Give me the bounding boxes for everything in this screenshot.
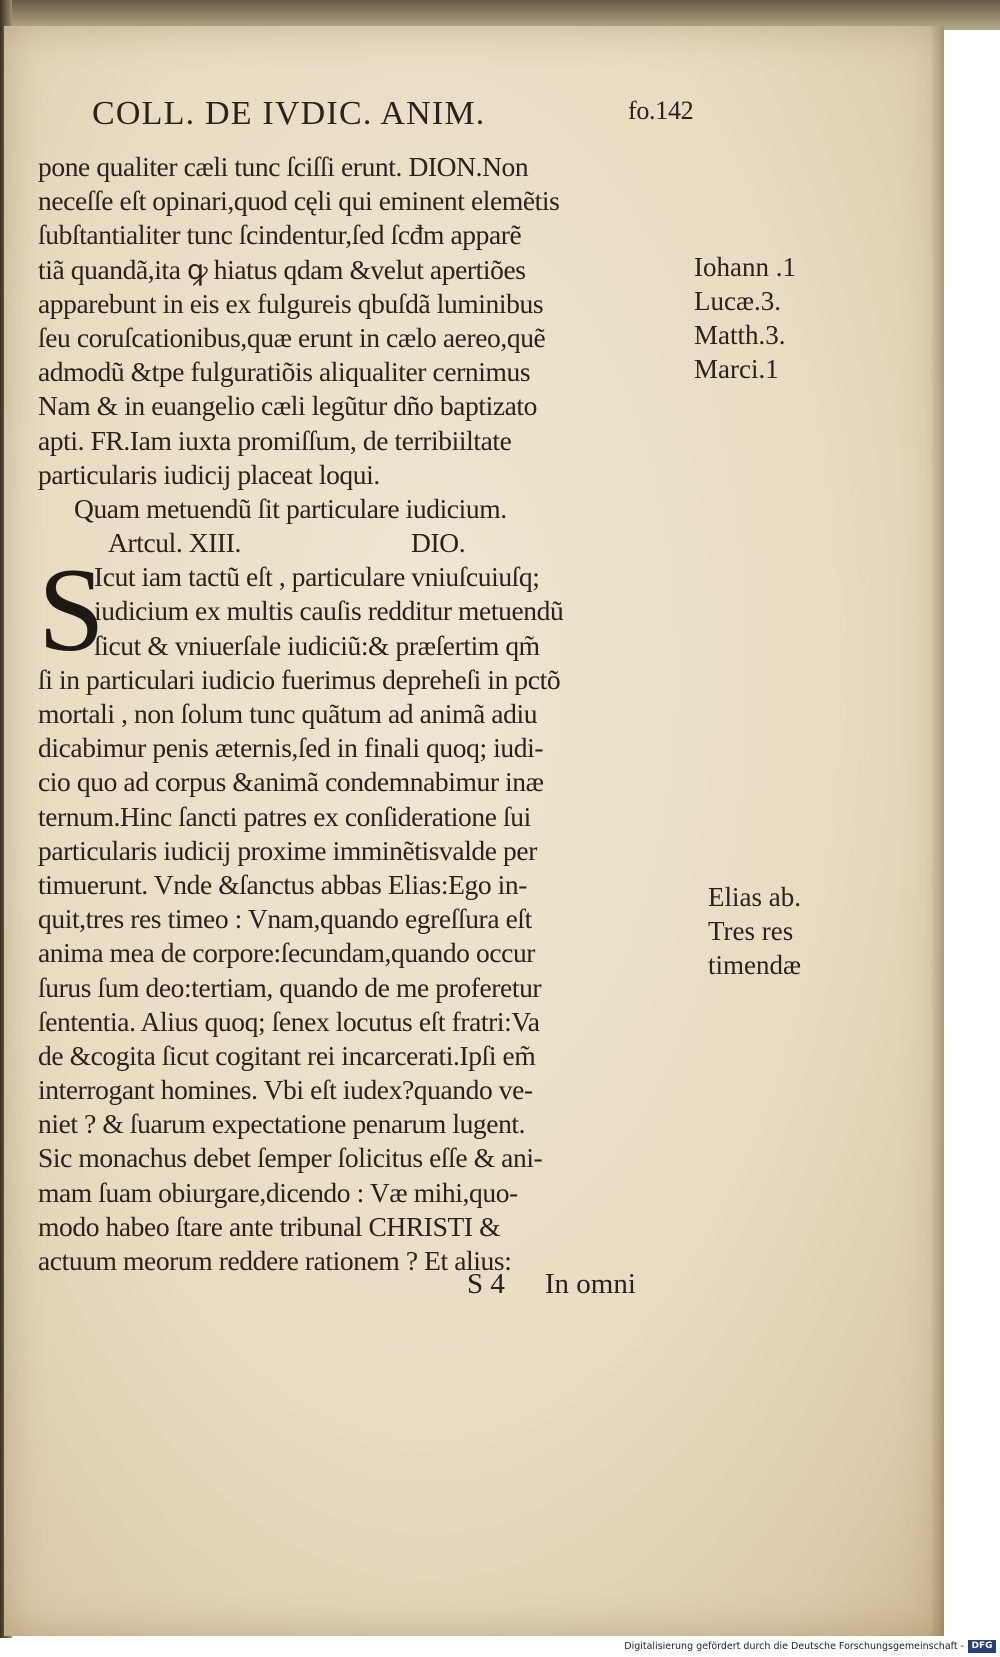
text-line: ſi in particulari iudicio fuerimus depreheſi in pctõ <box>38 663 561 695</box>
margin-note: Marci.1 <box>694 354 779 384</box>
text-line: tiã quandã,ita ꝙ hiatus qdam &velut apertiões <box>38 253 526 285</box>
text-line: dicabimur penis æternis,ſed in finali quoq; iudi- <box>38 732 544 764</box>
catchword: In omni <box>544 1268 636 1300</box>
text-line: modo habeo ſtare ante tribunal CHRISTI & <box>38 1210 501 1242</box>
text-line: Nam & in euangelio cæli legũtur dño baptizato <box>38 390 538 422</box>
text-line: mam ſuam obiurgare,dicendo : Væ mihi,quo- <box>38 1176 518 1208</box>
text-line: particularis iudicij proxime imminẽtisvalde per <box>38 834 537 866</box>
dfg-logo-icon: DFG <box>968 1640 996 1653</box>
text-line: neceſſe eſt opinari,quod cęli qui eminent elemẽtis <box>38 185 560 217</box>
marginal-references <box>694 250 796 386</box>
text-line: iudicium ex multis cauſis redditur metuendũ <box>94 595 564 627</box>
text-line: interrogant homines. Vbi eſt iudex?quando ve- <box>38 1074 533 1106</box>
margin-note: Tres res <box>708 916 794 946</box>
text-line: ternum.Hinc ſancti patres ex conſideratione ſui <box>38 800 531 832</box>
text-line: cio quo ad corpus &animã condemnabimur inæ <box>38 766 544 798</box>
text-line: apti. FR.Iam iuxta promiſſum, de terribiiltate <box>38 424 512 456</box>
page-edge-shadow <box>930 26 944 1636</box>
text-line: pone qualiter cæli tunc ſciſſi erunt. DION.Non <box>38 151 529 182</box>
text-line: particularis iudicij placeat loqui. <box>38 458 380 490</box>
article-number: Artcul. XIII. <box>108 527 242 559</box>
text-line: actuum meorum reddere rationem ? Et alius: <box>38 1245 512 1276</box>
text-line: apparebunt in eis ex fulgureis qbuſdã luminibus <box>38 287 544 319</box>
text-line: niet ? & ſuarum expectatione penarum lugent. <box>38 1108 526 1140</box>
margin-note: Iohann .1 <box>694 252 796 282</box>
text-line: Icut iam tactũ eſt , particulare vniuſcuiuſq; <box>94 561 540 593</box>
text-line: quit,tres res timeo : Vnam,quando egreſſura eſt <box>38 903 532 935</box>
speaker-label: DIO. <box>411 527 466 559</box>
text-line: Sic monachus debet ſemper ſolicitus eſſe & ani- <box>38 1142 543 1174</box>
signature-mark: S 4 <box>467 1268 505 1300</box>
text-line: ſententia. Alius quoq; ſenex locutus eſt fratri:Va <box>38 1005 540 1037</box>
article-number-line <box>38 526 728 560</box>
margin-note: timendæ <box>708 950 801 980</box>
margin-note: Lucæ.3. <box>694 286 781 316</box>
section-heading: Quam metuendũ ſit particulare iudicium. <box>74 492 507 524</box>
folio-number: fo.142 <box>628 96 694 125</box>
marginal-gloss <box>708 880 801 982</box>
margin-note: Matth.3. <box>694 320 786 350</box>
funding-credit: Digitalisierung gefördert durch die Deutsche Forschungsgemeinschaft - <box>624 1641 964 1652</box>
text-line: admodũ &tpe fulguratiõis aliqualiter cernimus <box>38 356 531 388</box>
text-line: timuerunt. Vnde &ſanctus abbas Elias:Ego in- <box>38 868 528 900</box>
text-line: ſurus ſum deo:tertiam, quando de me proferetur <box>38 971 542 1003</box>
text-line: de &cogita ſicut cogitant rei incarcerati.Ipſi em̃ <box>38 1039 536 1071</box>
text-line: ſicut & vniuerſale iudiciũ:& præſertim qm̃ <box>94 629 540 661</box>
text-line: mortali , non ſolum tunc quãtum ad animã adiu <box>38 698 538 729</box>
running-head: COLL. DE IVDIC. ANIM. <box>92 95 486 132</box>
page-footer-line <box>467 1268 636 1301</box>
body-text <box>38 150 728 1278</box>
text-line: anima mea de corpore:ſecundam,quando occur <box>38 937 536 969</box>
text-line: ſeu coruſcationibus,quæ erunt in cælo aereo,quẽ <box>38 321 546 353</box>
drop-cap-initial: S <box>38 543 105 676</box>
text-line: ſubſtantialiter tunc ſcindentur,ſed ſcđm apparẽ <box>38 219 522 251</box>
margin-note: Elias ab. <box>708 882 801 912</box>
